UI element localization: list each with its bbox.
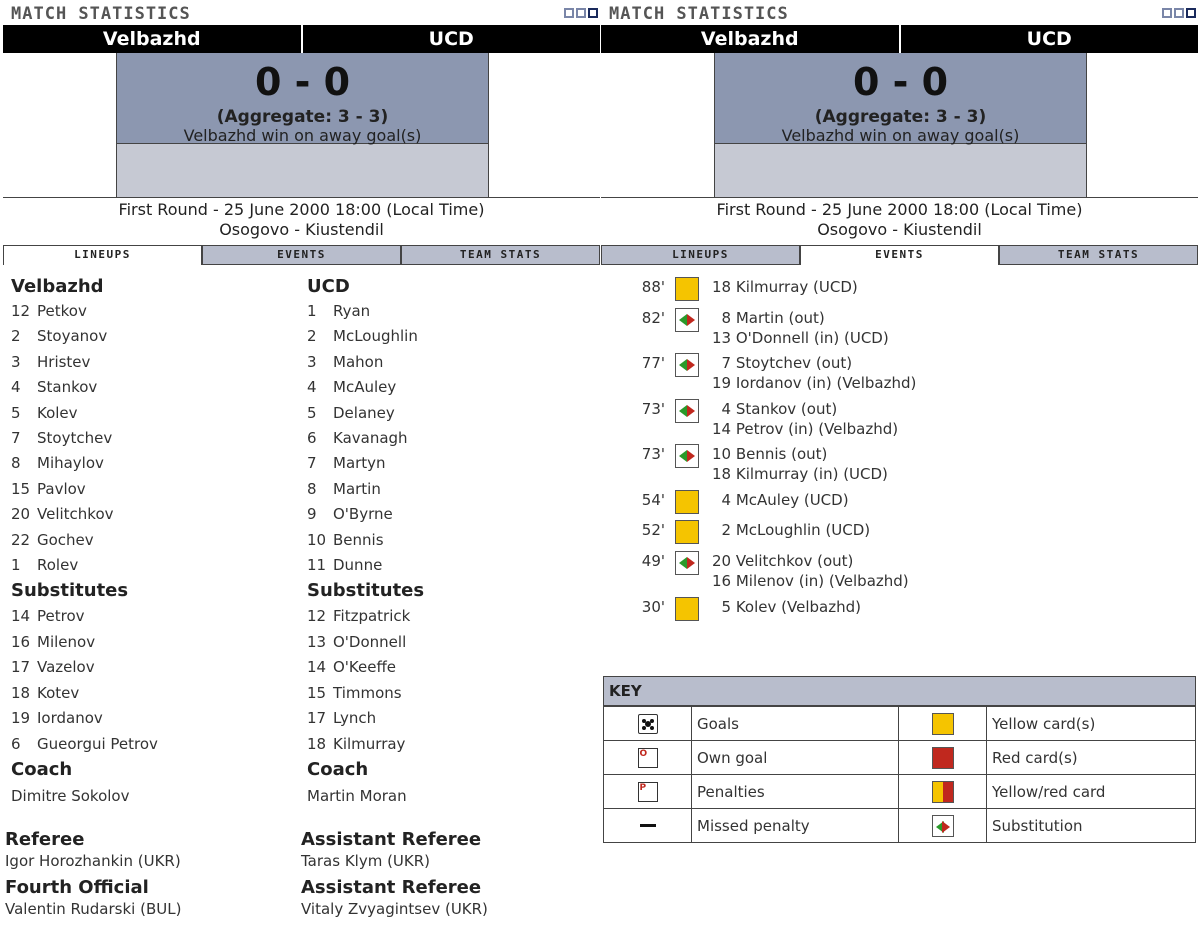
player-row — [307, 350, 597, 375]
home-team-name: Velbazhd — [700, 28, 799, 50]
player-number: 20 — [11, 505, 31, 524]
venue: Osogovo - Kiustendil — [219, 220, 384, 239]
score-box — [601, 53, 1198, 197]
lineups-panel — [3, 0, 600, 934]
player-row — [11, 528, 301, 553]
player-number: 6 — [11, 734, 21, 753]
penalty-icon: P — [638, 782, 658, 802]
player-name: Delaney — [333, 403, 395, 422]
own-goal-icon: O — [638, 748, 658, 768]
player-name: Gochev — [37, 530, 94, 549]
player-row — [307, 451, 597, 476]
away-team-name: UCD — [301, 25, 601, 53]
player-number: 22 — [11, 530, 31, 549]
assistant-referee-1-block — [301, 829, 591, 871]
event-text: 18 Kilmurray (in) (UCD) — [712, 465, 888, 484]
home-team-name: Velbazhd — [102, 28, 201, 50]
round-date: First Round - 25 June 2000 18:00 (Local Time) — [716, 200, 1083, 219]
player-row — [307, 553, 597, 578]
player-number: 5 — [307, 403, 317, 422]
player-name: Kilmurray — [333, 734, 406, 753]
coach-heading: Coach — [307, 758, 369, 780]
missed-penalty-icon — [640, 824, 656, 827]
yellow-red-card-icon — [932, 781, 954, 803]
substitute-row — [11, 630, 301, 655]
assistant-referee-2-block — [301, 877, 591, 919]
event-text: 5 Kolev (Velbazhd) — [712, 597, 861, 616]
player-number: 15 — [307, 683, 327, 702]
match-info — [3, 197, 600, 241]
player-name: Hristev — [37, 352, 91, 371]
yellow-card-icon — [675, 597, 699, 621]
assistant-referee-1-label: Assistant Referee — [301, 829, 482, 850]
player-name: Petkov — [37, 302, 87, 320]
window-controls[interactable] — [1162, 8, 1196, 18]
event-minute: 52' — [641, 521, 665, 540]
player-row — [11, 426, 301, 451]
player-number: 3 — [11, 352, 21, 371]
lineups-content — [3, 265, 600, 805]
key-label: Yellow/red card — [986, 775, 1195, 808]
key-label: Substitution — [986, 809, 1195, 842]
panel-title: MATCH STATISTICS — [609, 4, 789, 24]
red-card-icon — [932, 747, 954, 769]
key-label: Own goal — [691, 741, 898, 774]
player-row — [307, 502, 597, 527]
player-name: Rolev — [37, 556, 79, 575]
substitution-icon — [675, 353, 699, 377]
substitution-icon — [932, 815, 954, 837]
key-label: Red card(s) — [986, 741, 1195, 774]
maximize-icon[interactable] — [1186, 8, 1196, 18]
player-name: Milenov — [37, 632, 96, 651]
yellow-card-icon — [675, 277, 699, 301]
goal-icon — [638, 714, 658, 734]
minimize-icon[interactable] — [564, 8, 574, 18]
player-name: Stankov — [37, 378, 98, 397]
substitute-row — [11, 681, 301, 706]
player-number: 17 — [11, 658, 31, 677]
substitution-icon — [675, 399, 699, 423]
player-row — [11, 350, 301, 375]
substitute-row — [307, 604, 597, 629]
events-panel — [601, 0, 1198, 934]
player-number: 15 — [11, 479, 31, 498]
player-number: 18 — [307, 734, 327, 753]
key-table — [603, 676, 1196, 843]
player-row — [11, 451, 301, 476]
player-name: Mihaylov — [37, 454, 104, 473]
coach-heading: Coach — [11, 758, 73, 780]
player-name: O'Donnell — [333, 632, 407, 651]
substitute-row — [307, 655, 597, 680]
event-text: 4 McAuley (UCD) — [712, 490, 849, 509]
scorers-area — [715, 144, 1086, 197]
fourth-official-name: Valentin Rudarski (BUL) — [5, 900, 182, 918]
player-name: Iordanov — [37, 709, 103, 728]
substitution-icon — [675, 444, 699, 468]
key-row — [604, 808, 1195, 842]
venue: Osogovo - Kiustendil — [817, 220, 982, 239]
assistant-referee-2-name: Vitaly Zvyagintsev (UKR) — [301, 900, 488, 918]
event-text: 2 McLoughlin (UCD) — [712, 521, 871, 540]
player-number: 5 — [11, 403, 21, 422]
event-minute: 54' — [641, 490, 665, 509]
player-number: 9 — [307, 505, 317, 524]
fourth-official-label: Fourth Official — [5, 877, 149, 898]
assistant-referee-2-label: Assistant Referee — [301, 877, 482, 898]
key-row — [604, 740, 1195, 774]
player-number: 7 — [11, 429, 21, 448]
score: 0 - 0 — [852, 60, 949, 104]
player-name: Dunne — [333, 556, 383, 575]
key-row — [604, 774, 1195, 808]
player-number: 12 — [11, 302, 31, 320]
substitution-icon — [675, 551, 699, 575]
tab-lineups[interactable]: LINEUPS — [3, 245, 202, 265]
player-number: 10 — [307, 530, 327, 549]
tab-events[interactable]: EVENTS — [800, 245, 999, 265]
player-row — [307, 375, 597, 400]
player-number: 3 — [307, 352, 317, 371]
aggregate-score: (Aggregate: 3 - 3) — [814, 107, 987, 127]
event-text: 8 Martin (out) — [712, 308, 825, 327]
player-number: 19 — [11, 709, 31, 728]
key-label: Missed penalty — [691, 809, 898, 842]
substitute-row — [11, 655, 301, 680]
substitute-row — [307, 706, 597, 731]
player-name: Stoytchev — [37, 429, 113, 448]
tab-bar — [3, 245, 600, 265]
player-number: 16 — [11, 632, 31, 651]
player-number: 8 — [11, 454, 21, 473]
substitute-row — [11, 706, 301, 731]
player-name: Kotev — [37, 683, 80, 702]
round-date: First Round - 25 June 2000 18:00 (Local Time) — [118, 200, 485, 219]
event-text: 4 Stankov (out) — [712, 399, 838, 418]
team-names-bar — [3, 25, 600, 53]
event-minute: 49' — [641, 551, 665, 570]
player-number: 14 — [11, 607, 31, 626]
home-lineup — [11, 275, 301, 809]
panel-header — [601, 0, 1198, 25]
player-name: O'Keeffe — [333, 658, 397, 677]
player-name: Velitchkov — [37, 505, 114, 524]
coach-name: Martin Moran — [307, 786, 407, 805]
substitutes-heading: Substitutes — [11, 580, 129, 602]
player-row — [307, 426, 597, 451]
player-row — [11, 375, 301, 400]
team-heading: Velbazhd — [11, 276, 104, 297]
player-name: Mahon — [333, 352, 384, 371]
away-lineup — [307, 275, 597, 809]
scorers-area — [117, 144, 488, 197]
substitute-row — [307, 732, 597, 757]
player-number: 12 — [307, 607, 327, 626]
team-heading: UCD — [307, 276, 350, 297]
aggregate-score: (Aggregate: 3 - 3) — [216, 107, 389, 127]
event-text: 16 Milenov (in) (Velbazhd) — [712, 571, 909, 590]
referee-block — [5, 829, 295, 871]
player-name: McAuley — [333, 378, 397, 397]
match-info — [601, 197, 1198, 241]
event-text: 19 Iordanov (in) (Velbazhd) — [712, 374, 917, 393]
player-name: Fitzpatrick — [333, 607, 411, 626]
yellow-card-icon — [675, 520, 699, 544]
key-label: Yellow card(s) — [986, 707, 1195, 740]
player-name: Petrov — [37, 607, 85, 626]
player-number: 18 — [11, 683, 31, 702]
player-row — [11, 324, 301, 349]
player-row — [11, 477, 301, 502]
event-text: 18 Kilmurray (UCD) — [712, 278, 858, 296]
winner-note: Velbazhd win on away goal(s) — [183, 126, 422, 145]
player-number: 4 — [307, 378, 317, 397]
team-names-bar — [601, 25, 1198, 53]
key-label: Goals — [691, 707, 898, 740]
key-title: KEY — [604, 677, 1195, 706]
event-text: 10 Bennis (out) — [712, 445, 828, 464]
player-row — [307, 477, 597, 502]
coach-name: Dimitre Sokolov — [11, 786, 130, 805]
panel-title: MATCH STATISTICS — [11, 4, 191, 24]
substitutes-heading: Substitutes — [307, 580, 425, 602]
substitute-row — [307, 681, 597, 706]
player-name: Kavanagh — [333, 429, 408, 448]
player-row — [307, 401, 597, 426]
substitution-icon — [675, 308, 699, 332]
panel-header — [3, 0, 600, 25]
score-box — [3, 53, 600, 197]
tab-bar — [601, 245, 1198, 265]
player-row — [11, 299, 301, 324]
referee-label: Referee — [5, 829, 85, 850]
referee-name: Igor Horozhankin (UKR) — [5, 852, 181, 870]
player-name: Kolev — [37, 403, 78, 422]
maximize-icon[interactable] — [588, 8, 598, 18]
tab-lineups[interactable]: LINEUPS — [601, 245, 800, 265]
away-team-name: UCD — [899, 25, 1199, 53]
restore-icon[interactable] — [1174, 8, 1184, 18]
player-row — [307, 299, 597, 324]
winner-note: Velbazhd win on away goal(s) — [781, 126, 1020, 145]
player-name: Pavlov — [37, 479, 86, 498]
player-name: O'Byrne — [333, 505, 393, 524]
player-number: 2 — [11, 327, 21, 346]
player-row — [11, 401, 301, 426]
event-minute: 73' — [641, 445, 665, 464]
substitute-row — [307, 630, 597, 655]
substitute-row — [11, 732, 301, 757]
tab-team-stats[interactable]: TEAM STATS — [999, 245, 1198, 265]
player-name: Gueorgui Petrov — [37, 734, 158, 753]
player-name: Bennis — [333, 530, 384, 549]
player-number: 8 — [307, 479, 317, 498]
tab-team-stats[interactable]: TEAM STATS — [401, 245, 600, 265]
player-number: 11 — [307, 556, 327, 575]
player-name: Stoyanov — [37, 327, 108, 346]
event-text: 7 Stoytchev (out) — [712, 354, 853, 373]
player-number: 6 — [307, 429, 317, 448]
player-name: McLoughlin — [333, 327, 418, 346]
player-row — [307, 324, 597, 349]
event-minute: 77' — [641, 354, 665, 373]
player-number: 1 — [11, 556, 21, 575]
event-minute: 88' — [641, 278, 665, 296]
player-name: Ryan — [333, 302, 371, 320]
player-number: 17 — [307, 709, 327, 728]
player-row — [11, 502, 301, 527]
event-text: 20 Velitchkov (out) — [712, 551, 854, 570]
player-number: 4 — [11, 378, 21, 397]
event-minute: 30' — [641, 597, 665, 616]
event-text: 13 O'Donnell (in) (UCD) — [712, 328, 889, 347]
event-minute: 73' — [641, 399, 665, 418]
event-text: 14 Petrov (in) (Velbazhd) — [712, 419, 899, 438]
player-number: 14 — [307, 658, 327, 677]
key-row — [604, 706, 1195, 740]
score: 0 - 0 — [254, 60, 351, 104]
player-number: 2 — [307, 327, 317, 346]
player-row — [11, 553, 301, 578]
player-number: 13 — [307, 632, 327, 651]
player-name: Vazelov — [37, 658, 95, 677]
yellow-card-icon — [675, 490, 699, 514]
event-minute: 82' — [641, 308, 665, 327]
player-name: Lynch — [333, 709, 377, 728]
player-number: 7 — [307, 454, 317, 473]
window-controls[interactable] — [564, 8, 598, 18]
player-number: 1 — [307, 302, 317, 320]
minimize-icon[interactable] — [1162, 8, 1172, 18]
player-name: Timmons — [333, 683, 402, 702]
yellow-card-icon — [932, 713, 954, 735]
player-name: Martyn — [333, 454, 386, 473]
substitute-row — [11, 604, 301, 629]
assistant-referee-1-name: Taras Klym (UKR) — [301, 852, 431, 870]
restore-icon[interactable] — [576, 8, 586, 18]
fourth-official-block — [5, 877, 295, 919]
player-name: Martin — [333, 479, 381, 498]
tab-events[interactable]: EVENTS — [202, 245, 401, 265]
player-row — [307, 528, 597, 553]
key-label: Penalties — [691, 775, 898, 808]
